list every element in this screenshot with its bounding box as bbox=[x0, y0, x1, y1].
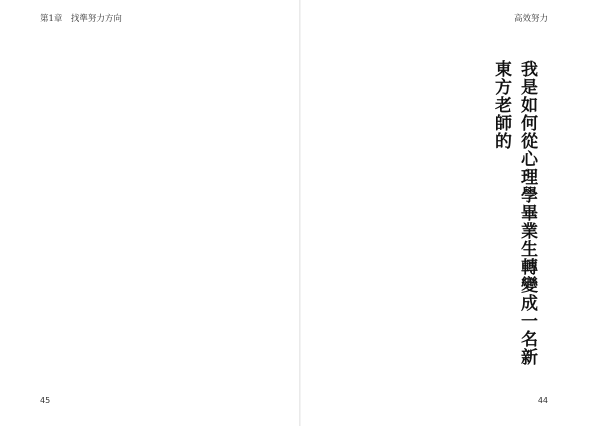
right-page-body bbox=[316, 52, 506, 380]
running-head-right: 高效努力 bbox=[513, 14, 548, 24]
book-gutter bbox=[299, 0, 301, 426]
left-page-body bbox=[46, 52, 286, 380]
chapter-section-title: 我是如何從心理學畢業生轉變成一名新東方老師的 bbox=[491, 60, 537, 366]
running-head-left: 第1章 找準努力方向 bbox=[40, 14, 122, 24]
page-number-left: 45 bbox=[40, 396, 51, 405]
page-number-right: 44 bbox=[537, 396, 548, 405]
